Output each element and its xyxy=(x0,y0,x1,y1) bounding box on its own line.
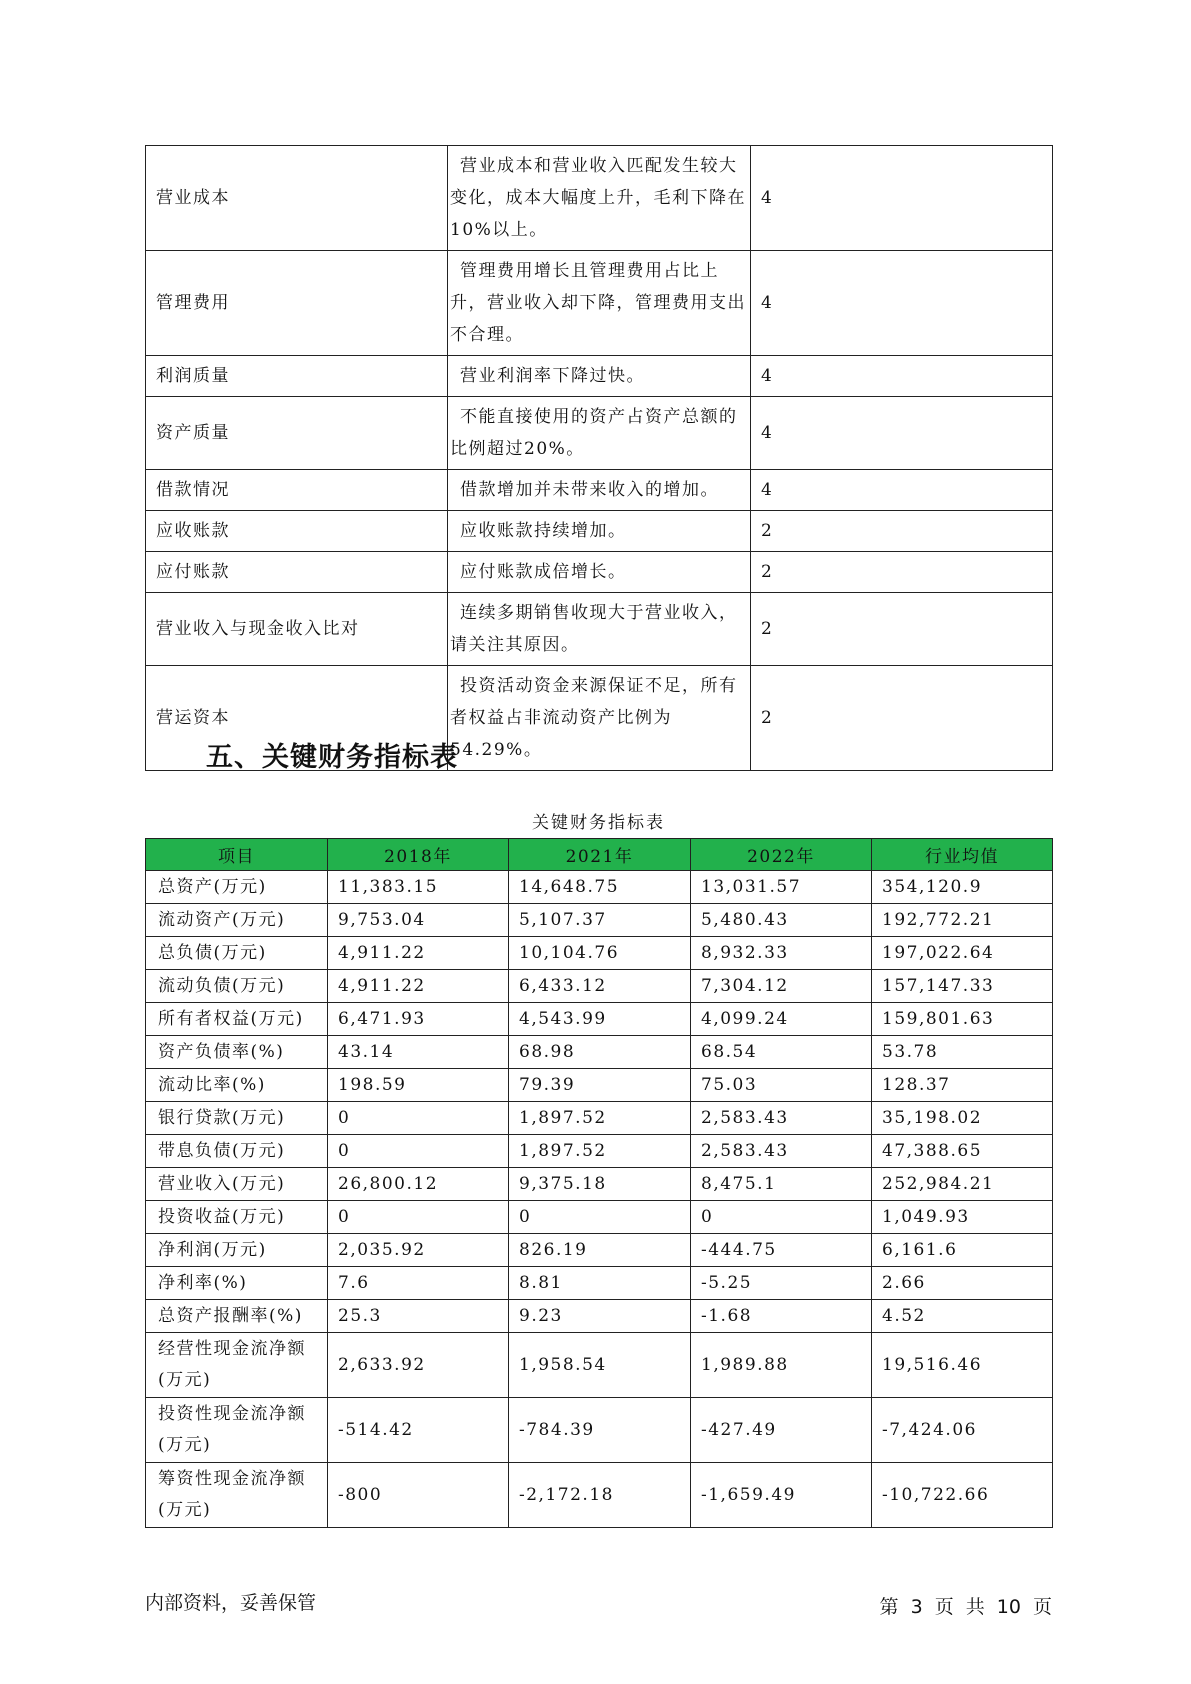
risk-description xyxy=(448,470,751,511)
cell-value-2022: 5,480.43 xyxy=(691,904,872,937)
cell-value-industry-average: -10,722.66 xyxy=(872,1463,1053,1528)
cell-value-2021: 10,104.76 xyxy=(509,937,691,970)
cell-value-industry-average: 192,772.21 xyxy=(872,904,1053,937)
cell-item: 所有者权益(万元) xyxy=(146,1003,328,1036)
cell-value-2022: 4,099.24 xyxy=(691,1003,872,1036)
table-row xyxy=(146,937,1053,970)
section-heading: 五、关键财务指标表 xyxy=(206,742,458,773)
risk-indicator-table xyxy=(145,145,1053,771)
cell-value-2018: 4,911.22 xyxy=(328,937,509,970)
cell-value-2022: -1.68 xyxy=(691,1300,872,1333)
cell-value-industry-average: 128.37 xyxy=(872,1069,1053,1102)
cell-value-2021: 79.39 xyxy=(509,1069,691,1102)
cell-value-industry-average: 6,161.6 xyxy=(872,1234,1053,1267)
risk-item: 营业收入与现金收入比对 xyxy=(146,593,448,666)
cell-item: 流动负债(万元) xyxy=(146,970,328,1003)
cell-value-2021: 1,958.54 xyxy=(509,1333,691,1398)
cell-value-2018: 7.6 xyxy=(328,1267,509,1300)
cell-value-2018: 4,911.22 xyxy=(328,970,509,1003)
cell-value-industry-average: -7,424.06 xyxy=(872,1398,1053,1463)
table-row xyxy=(146,1333,1053,1398)
cell-value-2018: 26,800.12 xyxy=(328,1168,509,1201)
risk-score: 4 xyxy=(751,251,1053,356)
risk-item: 管理费用 xyxy=(146,251,448,356)
table-row xyxy=(146,397,1053,470)
cell-value-2018: 198.59 xyxy=(328,1069,509,1102)
cell-item: 总负债(万元) xyxy=(146,937,328,970)
cell-value-2022: 0 xyxy=(691,1201,872,1234)
cell-item: 资产负债率(%) xyxy=(146,1036,328,1069)
risk-item: 营运资本 xyxy=(146,666,448,771)
cell-value-2022: -444.75 xyxy=(691,1234,872,1267)
risk-description xyxy=(448,666,751,771)
risk-description xyxy=(448,552,751,593)
cell-value-2018: 11,383.15 xyxy=(328,871,509,904)
table-row xyxy=(146,904,1053,937)
cell-item: 净利润(万元) xyxy=(146,1234,328,1267)
cell-value-2022: -427.49 xyxy=(691,1398,872,1463)
cell-value-industry-average: 159,801.63 xyxy=(872,1003,1053,1036)
table-row xyxy=(146,251,1053,356)
risk-item: 营业成本 xyxy=(146,146,448,251)
risk-score: 2 xyxy=(751,593,1053,666)
risk-description-text: 应收账款持续增加。 xyxy=(460,521,627,541)
risk-description xyxy=(448,251,751,356)
cell-value-2021: 826.19 xyxy=(509,1234,691,1267)
cell-value-2018: 0 xyxy=(328,1135,509,1168)
cell-value-2021: 68.98 xyxy=(509,1036,691,1069)
risk-description-text: 连续多期销售收现大于营业收入，请关注其原因。 xyxy=(450,603,738,655)
cell-value-2021: -784.39 xyxy=(509,1398,691,1463)
cell-value-2021: 9.23 xyxy=(509,1300,691,1333)
cell-value-2022: 2,583.43 xyxy=(691,1102,872,1135)
cell-value-industry-average: 157,147.33 xyxy=(872,970,1053,1003)
cell-item: 银行贷款(万元) xyxy=(146,1102,328,1135)
table-row xyxy=(146,1398,1053,1463)
cell-value-industry-average: 354,120.9 xyxy=(872,871,1053,904)
table-row xyxy=(146,970,1053,1003)
cell-value-2022: 75.03 xyxy=(691,1069,872,1102)
cell-value-2021: 14,648.75 xyxy=(509,871,691,904)
cell-value-2022: -1,659.49 xyxy=(691,1463,872,1528)
cell-value-2022: 2,583.43 xyxy=(691,1135,872,1168)
risk-score: 2 xyxy=(751,552,1053,593)
cell-value-2021: 4,543.99 xyxy=(509,1003,691,1036)
footer-confidential-note: 内部资料，妥善保管 xyxy=(145,1592,317,1614)
cell-value-2018: 43.14 xyxy=(328,1036,509,1069)
table-row xyxy=(146,1003,1053,1036)
table-row xyxy=(146,871,1053,904)
table-row xyxy=(146,1102,1053,1135)
cell-value-industry-average: 252,984.21 xyxy=(872,1168,1053,1201)
cell-value-industry-average: 4.52 xyxy=(872,1300,1053,1333)
risk-description xyxy=(448,593,751,666)
risk-description-text: 不能直接使用的资产占资产总额的比例超过20%。 xyxy=(450,407,738,459)
table-caption: 关键财务指标表 xyxy=(532,813,665,833)
cell-value-2018: 0 xyxy=(328,1201,509,1234)
risk-description-text: 应付账款成倍增长。 xyxy=(460,562,627,582)
cell-item: 总资产(万元) xyxy=(146,871,328,904)
header-industry-average: 行业均值 xyxy=(872,839,1053,871)
cell-item: 总资产报酬率(%) xyxy=(146,1300,328,1333)
table-row xyxy=(146,552,1053,593)
risk-item: 利润质量 xyxy=(146,356,448,397)
table-row xyxy=(146,470,1053,511)
cell-value-2021: 5,107.37 xyxy=(509,904,691,937)
risk-description xyxy=(448,146,751,251)
risk-score: 4 xyxy=(751,397,1053,470)
risk-item: 借款情况 xyxy=(146,470,448,511)
risk-description xyxy=(448,511,751,552)
risk-description xyxy=(448,397,751,470)
table-row xyxy=(146,1234,1053,1267)
cell-item: 带息负债(万元) xyxy=(146,1135,328,1168)
cell-value-2022: 7,304.12 xyxy=(691,970,872,1003)
cell-value-2021: 0 xyxy=(509,1201,691,1234)
cell-item: 经营性现金流净额(万元) xyxy=(146,1333,328,1398)
cell-value-2018: 6,471.93 xyxy=(328,1003,509,1036)
cell-value-industry-average: 35,198.02 xyxy=(872,1102,1053,1135)
cell-item: 投资收益(万元) xyxy=(146,1201,328,1234)
risk-item: 资产质量 xyxy=(146,397,448,470)
cell-item: 筹资性现金流净额(万元) xyxy=(146,1463,328,1528)
table-row xyxy=(146,1036,1053,1069)
risk-item: 应收账款 xyxy=(146,511,448,552)
risk-description xyxy=(448,356,751,397)
risk-description-text: 投资活动资金来源保证不足，所有者权益占非流动资产比例为54.29%。 xyxy=(450,676,738,760)
cell-value-industry-average: 2.66 xyxy=(872,1267,1053,1300)
cell-value-2018: 9,753.04 xyxy=(328,904,509,937)
table-row xyxy=(146,1201,1053,1234)
cell-item: 营业收入(万元) xyxy=(146,1168,328,1201)
risk-item: 应付账款 xyxy=(146,552,448,593)
cell-value-2022: 8,932.33 xyxy=(691,937,872,970)
table-row xyxy=(146,1135,1053,1168)
table-row xyxy=(146,593,1053,666)
risk-description-text: 借款增加并未带来收入的增加。 xyxy=(460,480,719,500)
table-row xyxy=(146,1300,1053,1333)
risk-description-text: 营业成本和营业收入匹配发生较大变化，成本大幅度上升，毛利下降在10%以上。 xyxy=(450,156,746,240)
cell-value-2021: 9,375.18 xyxy=(509,1168,691,1201)
cell-value-2022: -5.25 xyxy=(691,1267,872,1300)
key-financial-indicators-table xyxy=(145,838,1053,1528)
cell-value-2021: -2,172.18 xyxy=(509,1463,691,1528)
cell-item: 净利率(%) xyxy=(146,1267,328,1300)
footer-page-number: 第 3 页 共 10 页 xyxy=(879,1596,1052,1618)
cell-value-2018: 25.3 xyxy=(328,1300,509,1333)
table-row xyxy=(146,511,1053,552)
cell-value-industry-average: 197,022.64 xyxy=(872,937,1053,970)
table-row xyxy=(146,1069,1053,1102)
risk-score: 4 xyxy=(751,146,1053,251)
cell-value-industry-average: 19,516.46 xyxy=(872,1333,1053,1398)
risk-score: 2 xyxy=(751,666,1053,771)
table-row xyxy=(146,356,1053,397)
table-row xyxy=(146,146,1053,251)
table-row xyxy=(146,1168,1053,1201)
cell-value-industry-average: 47,388.65 xyxy=(872,1135,1053,1168)
cell-value-2022: 1,989.88 xyxy=(691,1333,872,1398)
risk-score: 2 xyxy=(751,511,1053,552)
cell-item: 流动资产(万元) xyxy=(146,904,328,937)
risk-score: 4 xyxy=(751,356,1053,397)
header-2022: 2022年 xyxy=(691,839,872,871)
header-2018: 2018年 xyxy=(328,839,509,871)
cell-value-2021: 1,897.52 xyxy=(509,1135,691,1168)
cell-value-2022: 13,031.57 xyxy=(691,871,872,904)
header-2021: 2021年 xyxy=(509,839,691,871)
cell-value-2018: 2,633.92 xyxy=(328,1333,509,1398)
cell-value-2018: 2,035.92 xyxy=(328,1234,509,1267)
table-row xyxy=(146,1463,1053,1528)
cell-item: 流动比率(%) xyxy=(146,1069,328,1102)
cell-value-2022: 68.54 xyxy=(691,1036,872,1069)
cell-value-2021: 6,433.12 xyxy=(509,970,691,1003)
risk-description-text: 营业利润率下降过快。 xyxy=(460,366,645,386)
cell-value-2018: -800 xyxy=(328,1463,509,1528)
cell-value-2022: 8,475.1 xyxy=(691,1168,872,1201)
cell-item: 投资性现金流净额(万元) xyxy=(146,1398,328,1463)
risk-score: 4 xyxy=(751,470,1053,511)
cell-value-2021: 1,897.52 xyxy=(509,1102,691,1135)
table-header-row xyxy=(146,839,1053,871)
cell-value-2018: -514.42 xyxy=(328,1398,509,1463)
header-item: 项目 xyxy=(146,839,328,871)
cell-value-2018: 0 xyxy=(328,1102,509,1135)
risk-description-text: 管理费用增长且管理费用占比上升，营业收入却下降，管理费用支出不合理。 xyxy=(450,261,746,345)
cell-value-2021: 8.81 xyxy=(509,1267,691,1300)
cell-value-industry-average: 1,049.93 xyxy=(872,1201,1053,1234)
table-row xyxy=(146,1267,1053,1300)
cell-value-industry-average: 53.78 xyxy=(872,1036,1053,1069)
